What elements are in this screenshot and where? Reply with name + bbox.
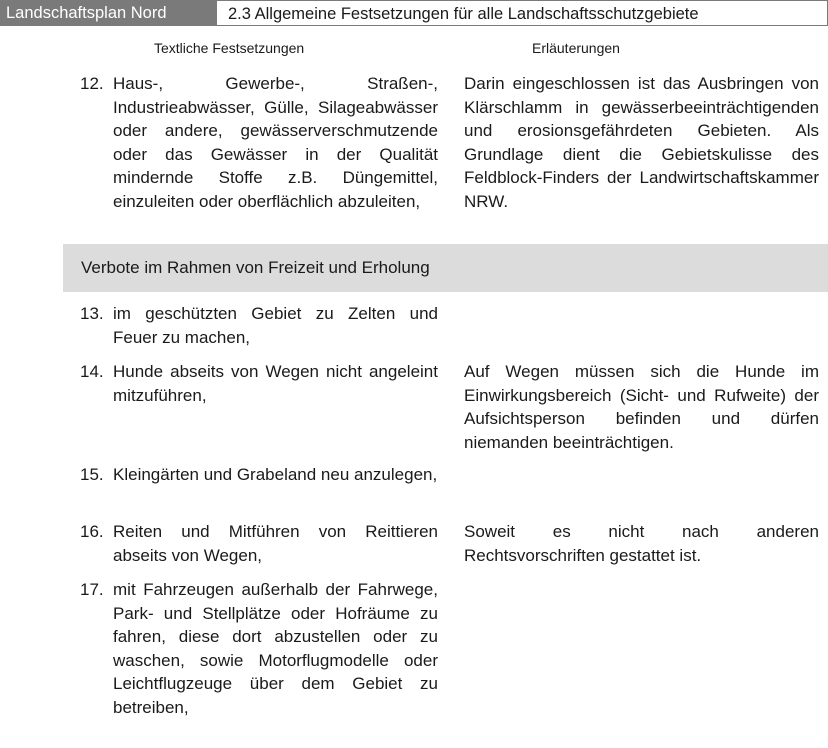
item-number: 17.: [80, 580, 104, 599]
item-number: 16.: [80, 522, 104, 541]
item-number: 15.: [80, 465, 104, 484]
list-item-17: [80, 578, 438, 719]
item-number: 12.: [80, 74, 104, 93]
document-title: Landschaftsplan Nord: [0, 0, 217, 26]
item-text: Haus-, Gewerbe-, Straßen-, Industrieabwässer, Gülle, Silageabwässer oder andere, gewässerverschmutzende oder das Gewässer in der Qualität mindernde Stoffe z.B. Düngemittel, einzuleiten oder oberflächlich abzuleiten,: [113, 74, 438, 211]
column-header-festsetzungen: Textliche Festsetzungen: [154, 40, 305, 56]
section-heading: 2.3 Allgemeine Festsetzungen für alle Landschaftsschutzgebiete: [217, 0, 828, 26]
list-item-12: [80, 72, 438, 213]
section-title: Verbote im Rahmen von Freizeit und Erholung: [81, 258, 430, 277]
list-item-16: [80, 520, 438, 567]
note-16: Soweit es nicht nach anderen Rechtsvorschriften gestattet ist.: [464, 522, 819, 565]
list-item-13: [80, 302, 438, 349]
item-number: 13.: [80, 304, 104, 323]
item-text: Kleingärten und Grabeland neu anzulegen,: [113, 465, 438, 484]
item-number: 14.: [80, 362, 104, 381]
note-14: Auf Wegen müssen sich die Hunde im Einwirkungsbereich (Sicht- und Rufweite) der Aufsichtsperson befinden und dürfen niemanden beeinträchtigen.: [464, 362, 819, 452]
list-item-14: [80, 360, 438, 407]
section-band: [63, 244, 828, 292]
column-header-erlaeuterungen: Erläuterungen: [532, 40, 620, 56]
item-text: mit Fahrzeugen außerhalb der Fahrwege, Park- und Stellplätze oder Hofräume zu fahren, diese dort abzustellen oder zu waschen, sowie Motorflugmodelle oder Leichtflugzeuge über dem Gebiet zu betreiben,: [113, 580, 438, 717]
item-text: Reiten und Mitführen von Reittieren abseits von Wegen,: [113, 522, 438, 565]
item-text: im geschützten Gebiet zu Zelten und Feuer zu machen,: [113, 304, 438, 347]
note-12: Darin eingeschlossen ist das Ausbringen von Klärschlamm in gewässerbeeinträchtigenden und erosionsgefährdeten Gebieten. Als Grundlage dient die Gebietskulisse des Feldblock-Finders der Landwirtschaftskammer NRW.: [464, 74, 819, 211]
header-bar: [0, 0, 828, 26]
item-text: Hunde abseits von Wegen nicht angeleint mitzuführen,: [113, 362, 438, 405]
list-item-15: [80, 463, 438, 487]
